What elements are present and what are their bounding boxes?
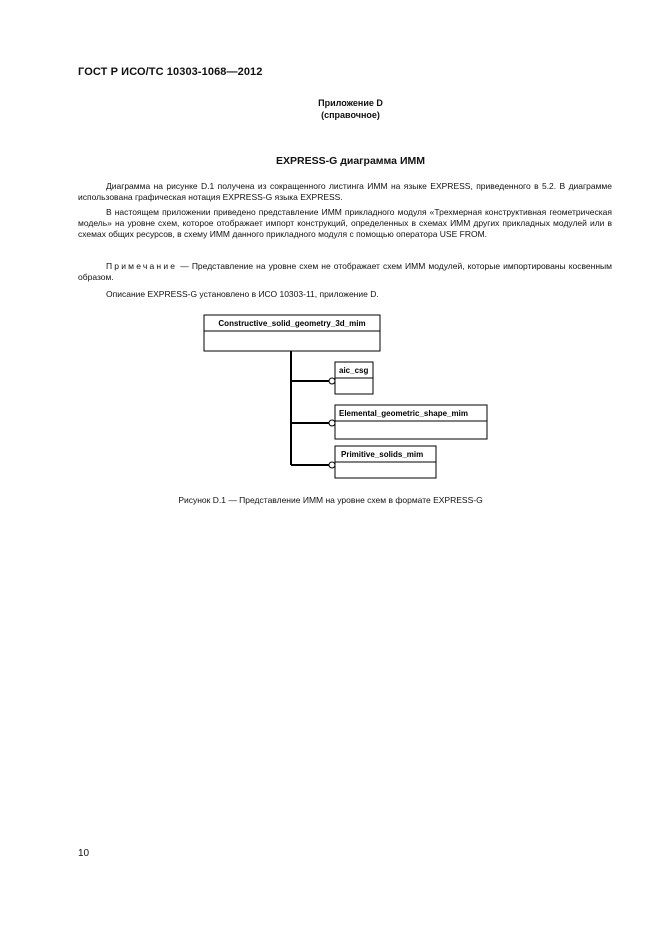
- page-number: 10: [78, 848, 90, 859]
- note-text: — Представление на уровне схем не отображает схем ИММ модулей, которые импортированы косвенным образом.: [78, 261, 612, 283]
- section-title: EXPRESS-G диаграмма ИММ: [276, 155, 425, 167]
- paragraph-4-text: Описание EXPRESS-G установлено в ИСО 10303-11, приложение D.: [106, 289, 379, 299]
- imported-schema-label-1: aic_csg: [339, 366, 369, 375]
- note-label: Примечание: [106, 261, 178, 271]
- main-schema-label: Constructive_solid_geometry_3d_mim: [218, 319, 366, 328]
- annex-title: Приложение D: [318, 98, 383, 108]
- annex-subtitle: (справочное): [321, 110, 380, 120]
- imported-schema-label-3: Primitive_solids_mim: [341, 450, 424, 459]
- branch-circle-3: [329, 462, 335, 468]
- paragraph-2-text: В настоящем приложении приведено представление ИММ прикладного модуля «Трехмерная конструктивная геометрическая модель» на уровне схем, которое отображает импорт конструкций, определенных в схемах ИММ других прикладных модулей или в схемах общих ресурсов, в схему ИММ данного прикладного модуля с помощью оператора USE FROM.: [78, 207, 612, 240]
- document-header: ГОСТ Р ИСО/ТС 10303-1068—2012: [78, 66, 263, 78]
- imported-schema-label-2: Elemental_geometric_shape_mim: [339, 409, 468, 418]
- paragraph-1-text: Диаграмма на рисунке D.1 получена из сокращенного листинга ИММ на языке EXPRESS, приведенного в 5.2. В диаграмме использована графическая нотация EXPRESS-G языка EXPRESS.: [78, 181, 612, 203]
- figure-caption: Рисунок D.1 — Представление ИММ на уровне схем в формате EXPRESS-G: [178, 495, 483, 505]
- branch-circle-1: [329, 378, 335, 384]
- branch-circle-2: [329, 420, 335, 426]
